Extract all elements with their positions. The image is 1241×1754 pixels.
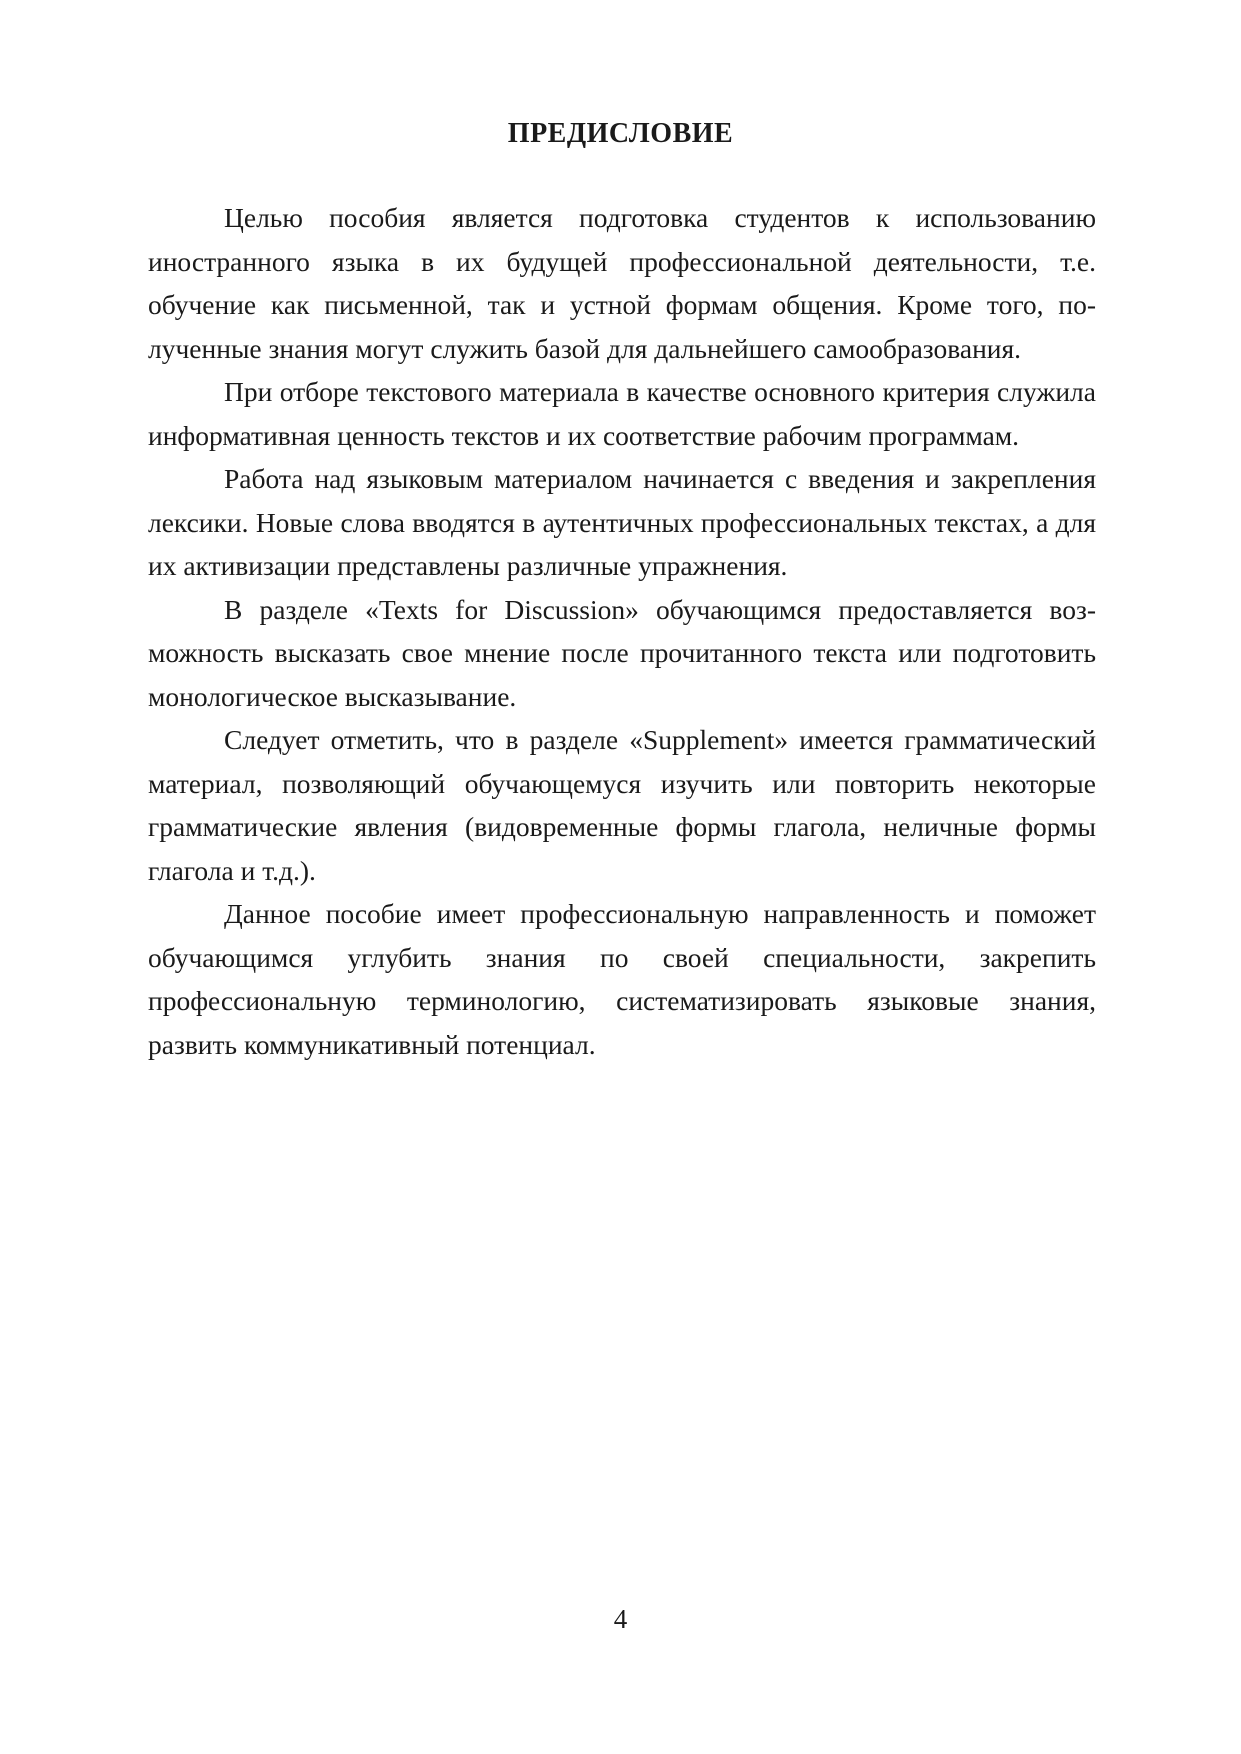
preface-body xyxy=(148,196,1096,1066)
paragraph: При отборе текстового материала в качестве основного критерия служила информативная ценность текстов и их соответствие рабочим программам. xyxy=(148,376,1096,451)
paragraph: Работа над языковым материалом начинается с введения и закрепления лексики. Новые слова вводятся в аутентичных профессиональных текстах, а для их активизации представлены различные упражнения. xyxy=(148,463,1096,581)
page-title: ПРЕДИСЛОВИЕ xyxy=(507,118,734,149)
paragraph: Следует отметить, что в разделе «Supplement» имеется грамматический материал, позволяющий обучающемуся изучить или повторить некоторые грамматические явления (видовременные формы глагола, неличные формы глагола и т.д.). xyxy=(148,724,1096,886)
paragraph: Целью пособия является подготовка студентов к использованию иностранного языка в их будущей профессиональной деятельности, т.е. обучение как письменной, так и устной формам общения. Кроме того, полученные знания могут служить базой для дальнейшего самообразования. xyxy=(148,202,1096,364)
paragraph: В разделе «Texts for Discussion» обучающимся предоставляется возможность высказать свое мнение после прочитанного текста или подготовить монологическое высказывание. xyxy=(148,593,1096,712)
paragraph: Данное пособие имеет профессиональную направленность и поможет обучающимся углубить знания по своей специальности, закрепить профессиональную терминологию, систематизировать языковые знания, развить коммуникативный потенциал. xyxy=(148,898,1096,1060)
page-number: 4 xyxy=(613,1604,628,1634)
